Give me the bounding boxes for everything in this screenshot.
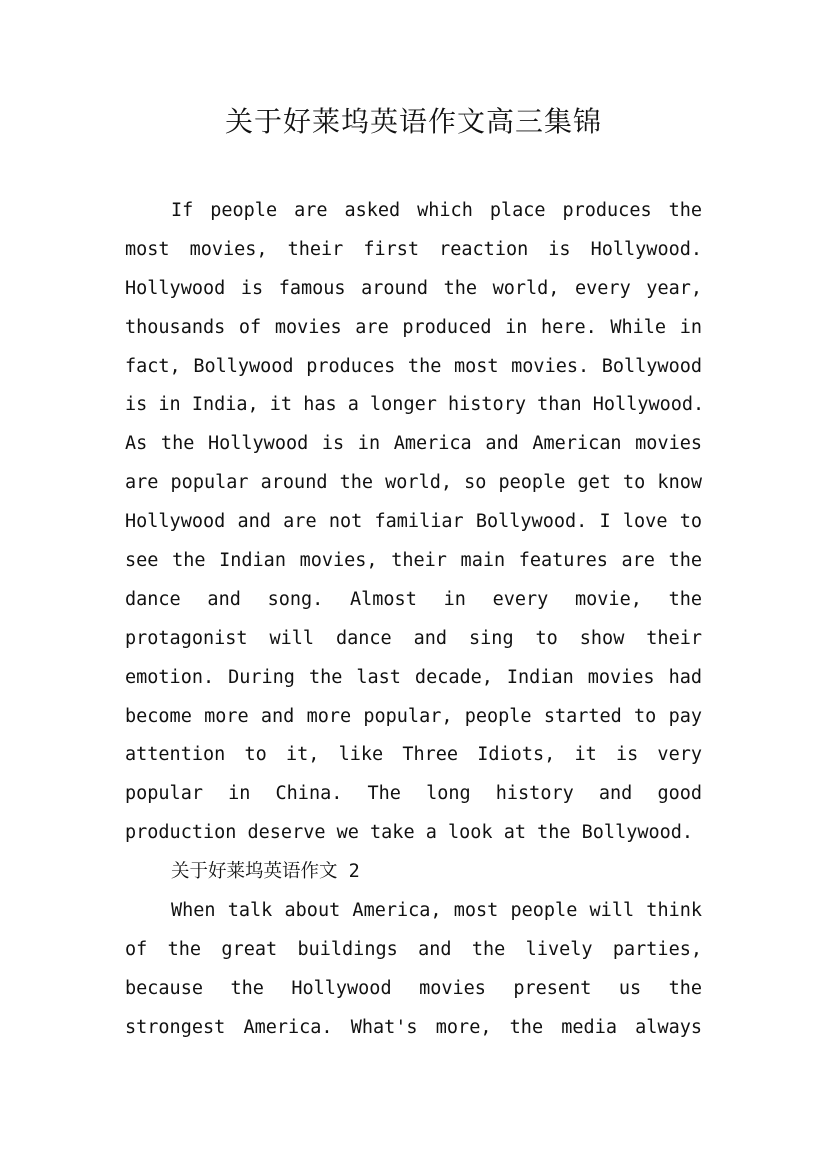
paragraph-1-line-3: Hollywood is famous around the world, every year, [125,277,702,299]
paragraph-1-line-16: popular in China. The long history and good [125,783,702,805]
paragraph-1-line-5: fact, Bollywood produces the most movies. Bollywood [125,355,702,377]
paragraph-1-line-2: most movies, their first reaction is Hollywood. [125,238,702,260]
paragraph-1-line-4: thousands of movies are produced in here. While in [125,316,702,338]
document-title: 关于好莱坞英语作文高三集锦 [224,105,602,138]
paragraph-1-line-15: attention to it, like Three Idiots, it is very [125,744,702,766]
paragraph-2-line-3: because the Hollywood movies present us the [125,977,702,999]
paragraph-1-line-6: is in India, it has a longer history than Hollywood. [125,394,705,416]
paragraph-1-line-17: production deserve we take a look at the Bollywood. [125,822,694,844]
paragraph-1-line-8: are popular around the world, so people get to know [125,472,702,494]
paragraph-2-line-1: When talk about America, most people will think [171,900,702,922]
paragraph-1-line-14: become more and more popular, people started to pay [125,705,702,727]
paragraph-1-line-13: emotion. During the last decade, Indian movies had [125,666,702,688]
paragraph-1-line-11: dance and song. Almost in every movie, the [125,588,702,610]
paragraph-1-line-7: As the Hollywood is in America and American movies [125,433,702,455]
paragraph-2-line-2: of the great buildings and the lively parties, [125,938,702,960]
paragraph-1-line-9: Hollywood and are not familiar Bollywood. I love to [125,511,702,533]
paragraph-1-line-10: see the Indian movies, their main features are the [125,550,702,572]
paragraph-1-line-1: If people are asked which place produces the [171,200,702,221]
paragraph-1-line-12: protagonist will dance and sing to show their [125,627,702,649]
document-body [125,192,705,1048]
section-heading-2: 关于好莱坞英语作文 2 [171,861,360,883]
paragraph-2-line-4: strongest America. What's more, the media always [125,1016,702,1038]
